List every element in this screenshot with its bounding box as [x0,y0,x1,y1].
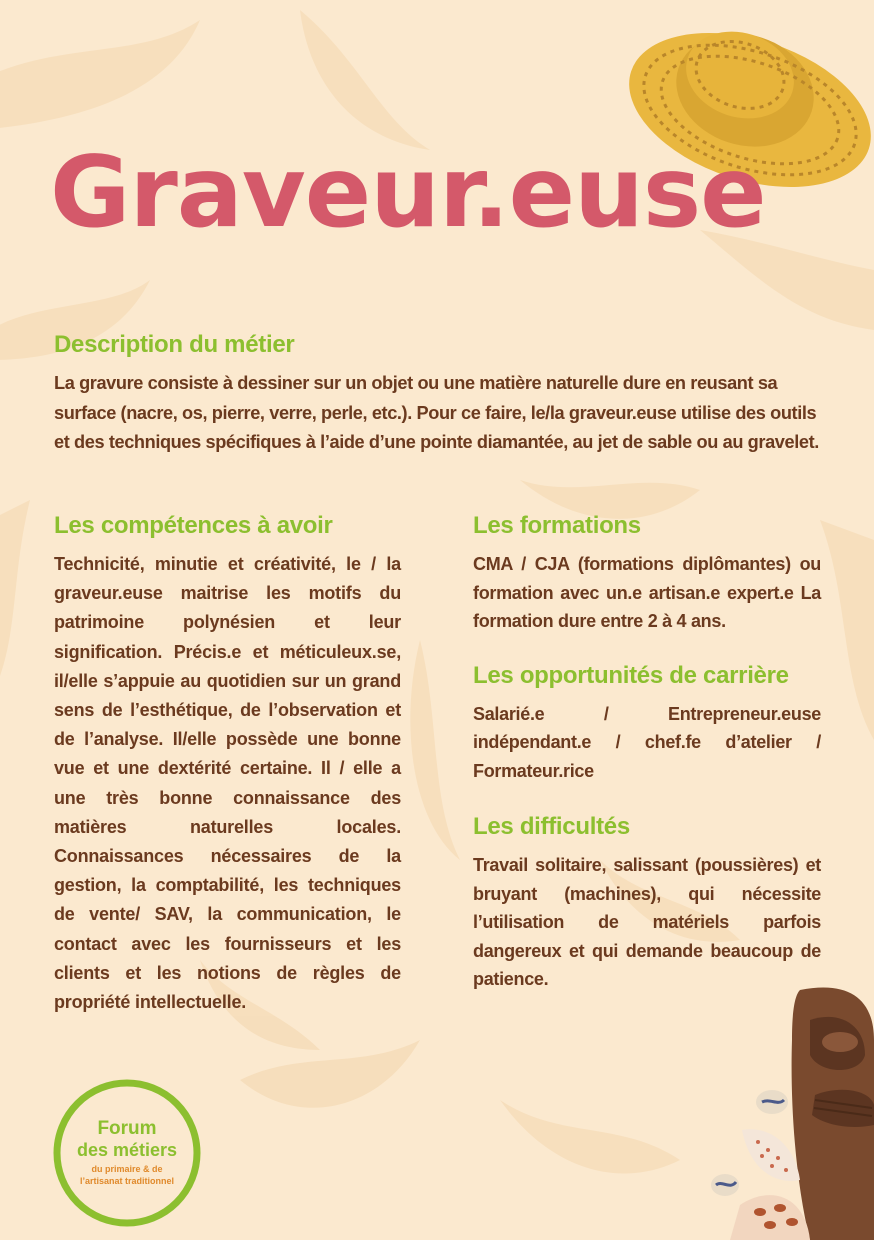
difficultes-section [473,813,821,994]
competences-heading: Les compétences à avoir [54,512,333,539]
opportunites-text: Salarié.e / Entrepreneur.euse indépendant.e / chef.fe d’atelier / Formateur.rice [473,703,821,781]
logo-line1: Forum [97,1118,157,1139]
tiki-statue-icon [700,980,874,1240]
description-heading: Description du métier [54,331,295,358]
formations-heading: Les formations [473,512,641,539]
logo-line4: l’artisanat traditionnel [79,1176,175,1186]
logo-line3: du primaire & de [91,1164,163,1174]
formations-section [473,512,821,636]
opportunites-section [473,662,821,786]
right-column [473,512,821,994]
description-text: La gravure consiste à dessiner sur un objet ou une matière naturelle dure en reusant sa surface (nacre, os, pierre, verre, perle, etc.). Pour ce faire, le/la graveur.euse utilise des outils et des techniques spécifiques à l’aide d’une pointe diamantée, au jet de sable ou au gravelet. [54,373,819,452]
logo-line2: des métiers [76,1140,178,1160]
difficultes-text: Travail solitaire, salissant (poussières) et bruyant (machines), qui nécessite l’utilisation de matériels parfois dangereux et qui demande beaucoup de patience. [473,855,821,989]
difficultes-heading: Les difficultés [473,813,630,840]
competences-section [54,512,401,1017]
competences-text: Technicité, minutie et créativité, le / la graveur.euse maitrise les motifs du patrimoine polynésien et leur signification. Précis.e et méticuleux.se, il/elle s’appuie au quotidien sur un grand sens de l’esthétique, de l’observation et de l’analyse. Il/elle possède une bonne vue et une dextérité certaine. Il / elle a une très bonne connaissance des matières naturelles locales. Connaissances nécessaires de la gestion, la comptabilité, les techniques de vente/ SAV, la communication, le contact avec les fournisseurs et les clients et les notions de règles de propriété intellectuelle. [54,554,401,1013]
page-title: Graveur.euse [50,136,766,250]
forum-logo [52,1078,202,1228]
formations-text: CMA / CJA (formations diplômantes) ou formation avec un.e artisan.e expert.e La formation dure entre 2 à 4 ans. [473,554,821,631]
opportunites-heading: Les opportunités de carrière [473,661,789,689]
